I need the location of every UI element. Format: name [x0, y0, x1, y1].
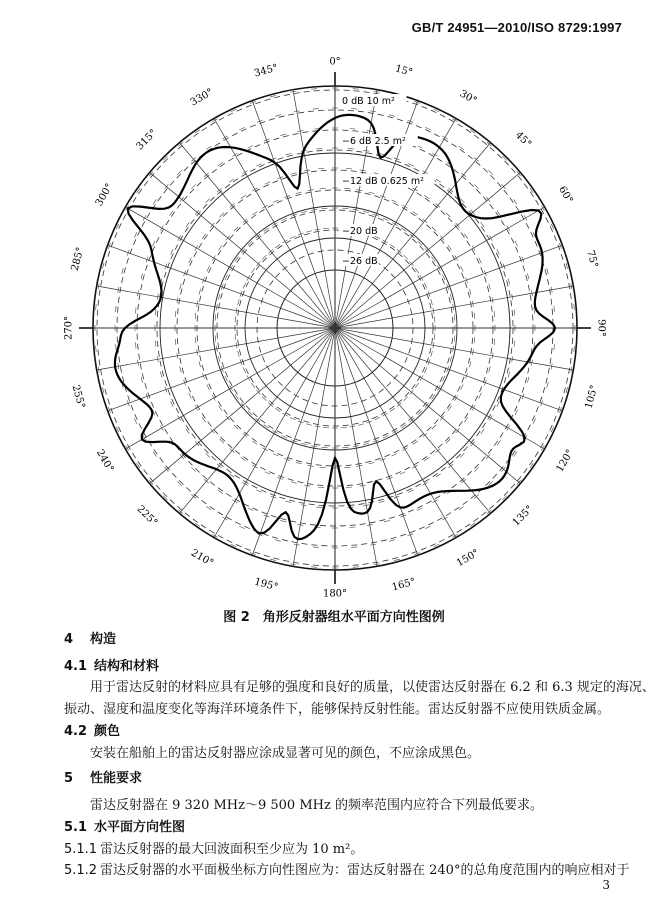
grid-tick	[102, 263, 104, 269]
grid-tick	[313, 547, 319, 548]
grid-tick	[235, 316, 236, 322]
section-4-1-number: 4.1	[64, 659, 88, 674]
grid-tick	[363, 211, 369, 213]
grid-tick	[415, 383, 418, 388]
grid-tick	[270, 95, 276, 97]
section-5-number: 5	[64, 771, 74, 786]
grid-tick	[211, 429, 215, 434]
grid-tick	[494, 311, 495, 317]
grid-tick	[460, 453, 464, 457]
grid-tick	[375, 417, 380, 420]
angle-label: 45°	[512, 129, 534, 151]
angle-label: 135°	[510, 503, 536, 529]
grid-tick	[256, 390, 260, 395]
grid-tick	[235, 334, 236, 340]
grid-tick	[318, 168, 324, 169]
grid-tick	[199, 289, 201, 295]
grid-tick	[514, 309, 515, 315]
grid-tick	[238, 299, 240, 305]
grid-tick	[320, 188, 326, 189]
grid-tick	[134, 232, 137, 237]
page-number: 3	[602, 878, 610, 892]
grid-tick	[547, 268, 549, 274]
grid-tick	[348, 148, 354, 149]
grid-tick	[566, 263, 568, 269]
grid-tick	[180, 367, 182, 373]
grid-tick	[175, 339, 176, 345]
grid-tick	[424, 368, 427, 373]
grid-tick	[554, 306, 555, 312]
section-5-text: 雷达反射器在 9 320 MHz～9 500 MHz 的频率范围内应符合下列最低要求。	[90, 798, 543, 813]
ring-label: −26 dB	[342, 256, 378, 267]
grid-tick	[349, 527, 355, 528]
grid-tick	[96, 304, 97, 310]
grid-tick	[442, 517, 447, 520]
grid-tick	[374, 173, 380, 175]
angle-label: 75°	[584, 249, 600, 270]
grid-tick	[514, 341, 515, 347]
angle-label: 210°	[188, 547, 216, 570]
angle-label: 150°	[454, 547, 482, 570]
section-4-2-text: 安装在船舶上的雷达反射器应涂成显著可见的颜色，不应涂成黑色。	[90, 746, 481, 761]
grid-tick	[290, 236, 295, 239]
grid-tick	[397, 249, 402, 253]
grid-tick	[141, 273, 143, 279]
grid-tick	[513, 199, 516, 204]
grid-tick	[226, 236, 230, 241]
grid-tick	[141, 377, 143, 383]
grid-tick	[341, 427, 347, 428]
grid-tick	[422, 482, 427, 485]
grid-tick	[344, 188, 350, 189]
grid-tick	[296, 462, 302, 464]
angle-label: 285°	[69, 246, 87, 273]
grid-tick	[152, 241, 155, 246]
grid-tick	[215, 335, 216, 341]
section-4-1-title: 结构和材料	[94, 659, 160, 674]
angle-label: 315°	[134, 127, 160, 153]
angle-label: 270°	[63, 315, 75, 341]
grid-tick	[346, 487, 352, 488]
grid-tick	[459, 146, 464, 149]
grid-tick	[431, 351, 433, 357]
angle-label: 345°	[253, 62, 280, 80]
grid-tick	[215, 315, 216, 321]
grid-tick	[316, 507, 322, 508]
grid-tick	[456, 429, 460, 434]
grid-tick	[301, 443, 307, 445]
grid-tick	[280, 134, 286, 136]
grid-tick	[247, 275, 250, 280]
angle-label: 30°	[457, 88, 479, 107]
grid-tick	[160, 372, 162, 378]
grid-tick	[410, 261, 414, 266]
grid-tick	[219, 245, 222, 250]
grid-tick	[436, 449, 441, 453]
grid-tick	[432, 425, 436, 429]
grid-tick	[489, 284, 491, 290]
angle-label: 195°	[253, 576, 280, 594]
polar-pattern-figure	[63, 56, 607, 600]
grid-tick	[218, 294, 220, 300]
grid-tick	[368, 462, 374, 464]
grid-tick	[211, 223, 215, 228]
grid-tick	[155, 341, 156, 347]
grid-tick	[481, 429, 484, 434]
grid-tick	[554, 344, 555, 350]
grid-tick	[323, 228, 329, 229]
grid-tick	[566, 387, 568, 393]
grid-tick	[524, 215, 527, 220]
grid-tick	[135, 342, 136, 348]
grid-tick	[450, 294, 452, 300]
section-5-1-title: 水平面方向性图	[94, 820, 186, 835]
grid-tick	[275, 115, 281, 117]
grid-tick	[431, 299, 433, 305]
grid-tick	[165, 184, 169, 189]
section-5-1-1-text: 雷达反射器的最大回波面积至少应为 10 m²。	[100, 842, 364, 857]
grid-tick	[469, 361, 471, 367]
section-5-1-2-text: 雷达反射器的水平面极坐标方向性图应为：雷达反射器在 240°的总角度范围内的响应相对于	[100, 863, 630, 878]
grid-tick	[450, 356, 452, 362]
grid-tick	[389, 540, 395, 542]
grid-tick	[96, 346, 97, 352]
grid-tick	[178, 415, 181, 420]
grid-tick	[410, 390, 414, 395]
grid-tick	[346, 168, 352, 169]
grid-tick	[247, 375, 250, 380]
section-4-heading	[64, 630, 116, 650]
grid-tick	[262, 448, 267, 451]
grid-tick	[432, 227, 436, 231]
grid-tick	[508, 279, 510, 285]
standard-header: GB/T 24951—2010/ISO 8729:1997	[411, 20, 622, 35]
grid-tick	[323, 427, 329, 428]
section-5-1-heading	[64, 818, 185, 838]
grid-tick	[180, 284, 182, 290]
grid-tick	[353, 89, 359, 90]
grid-tick	[251, 268, 254, 273]
grid-tick	[434, 316, 435, 322]
grid-tick	[391, 200, 396, 203]
grid-tick	[251, 383, 254, 388]
grid-tick	[252, 212, 257, 215]
grid-tick	[464, 234, 467, 239]
angle-label: 165°	[390, 576, 417, 594]
grid-tick	[574, 346, 575, 352]
angle-label: 60°	[556, 184, 575, 206]
grid-tick	[446, 213, 450, 217]
grid-tick	[547, 382, 549, 388]
angle-label: 105°	[583, 383, 601, 410]
grid-tick	[239, 526, 244, 529]
grid-tick	[488, 170, 492, 174]
grid-tick	[191, 467, 195, 471]
radial-spoke	[335, 328, 520, 484]
grid-tick	[316, 148, 322, 149]
angle-label: 15°	[393, 63, 414, 79]
grid-tick	[238, 351, 240, 357]
grid-tick	[494, 339, 495, 345]
grid-tick	[489, 367, 491, 373]
grid-tick	[218, 356, 220, 362]
grid-tick	[469, 289, 471, 295]
radial-spoke	[150, 328, 335, 484]
grid-tick	[474, 184, 478, 188]
grid-tick	[306, 424, 312, 426]
grid-tick	[363, 443, 369, 445]
grid-tick	[349, 128, 355, 129]
angle-label: 300°	[93, 181, 116, 209]
grid-tick	[322, 208, 328, 209]
section-4-title: 构造	[90, 632, 117, 647]
grid-tick	[342, 447, 348, 448]
grid-tick	[389, 115, 395, 117]
section-5-1-2	[64, 861, 629, 881]
grid-tick	[404, 255, 408, 259]
grid-tick	[358, 424, 364, 426]
grid-tick	[286, 153, 292, 155]
angle-label: 255°	[69, 383, 87, 410]
grid-tick	[116, 344, 117, 350]
grid-tick	[436, 179, 441, 182]
grid-tick	[394, 559, 400, 561]
grid-tick	[379, 501, 385, 503]
grid-tick	[265, 182, 270, 185]
angle-label: 120°	[554, 447, 577, 475]
grid-tick	[574, 304, 575, 310]
section-4-2-heading	[64, 722, 120, 742]
grid-tick	[313, 109, 319, 110]
grid-tick	[404, 397, 408, 401]
grid-tick	[195, 337, 196, 343]
grid-tick	[262, 205, 267, 208]
angle-label: 330°	[188, 86, 216, 109]
grid-tick	[102, 387, 104, 393]
radial-spoke	[179, 328, 335, 513]
grid-tick	[368, 192, 374, 194]
section-5-heading	[64, 769, 142, 789]
grid-tick	[486, 454, 490, 459]
grid-tick	[384, 520, 390, 522]
grid-tick	[242, 171, 247, 174]
angle-label: 240°	[93, 447, 116, 475]
grid-tick	[474, 337, 475, 343]
section-5-1-number: 5.1	[64, 820, 88, 835]
section-4-2-number: 4.2	[64, 724, 88, 739]
grid-tick	[275, 540, 281, 542]
grid-tick	[189, 393, 192, 398]
grid-tick	[351, 547, 357, 548]
grid-tick	[479, 393, 482, 398]
ring-label: −6 dB 2.5 m²	[342, 136, 406, 147]
grid-tick	[527, 273, 529, 279]
radial-spoke	[150, 172, 335, 328]
grid-tick	[442, 136, 447, 139]
grid-tick	[461, 384, 464, 389]
grid-tick	[199, 361, 201, 367]
grid-tick	[243, 283, 246, 288]
grid-tick	[311, 89, 317, 90]
section-5-1-1-number: 5.1.1	[64, 842, 98, 857]
grid-tick	[342, 208, 348, 209]
ring-label: 0 dB 10 m²	[342, 96, 395, 107]
angle-label: 180°	[322, 588, 348, 600]
angle-label: 0°	[329, 56, 341, 68]
section-4-1-text-line1: 用于雷达反射的材料应具有足够的强度和良好的质量，以使雷达反射器在 6.2 和 6.3 规定的海况、	[90, 680, 655, 695]
section-5-title: 性能要求	[90, 771, 143, 786]
grid-tick	[432, 500, 437, 503]
grid-tick	[122, 268, 124, 274]
grid-tick	[481, 222, 484, 227]
grid-tick	[291, 482, 297, 484]
grid-tick	[160, 425, 163, 430]
section-5-1-2-number: 5.1.2	[64, 863, 98, 878]
grid-tick	[474, 313, 475, 319]
grid-tick	[412, 465, 417, 468]
grid-tick	[219, 406, 222, 411]
grid-tick	[143, 215, 146, 220]
grid-tick	[230, 449, 235, 453]
grid-tick	[497, 401, 500, 406]
grid-tick	[186, 222, 189, 227]
grid-tick	[353, 567, 359, 568]
grid-tick	[116, 306, 117, 312]
grid-tick	[459, 506, 464, 509]
grid-tick	[454, 335, 455, 341]
grid-tick	[474, 158, 479, 162]
grid-tick	[344, 467, 350, 468]
grid-tick	[425, 526, 430, 529]
grid-tick	[502, 184, 506, 189]
radial-spoke	[335, 172, 520, 328]
grid-tick	[311, 567, 317, 568]
grid-tick	[248, 145, 253, 148]
grid-tick	[318, 487, 324, 488]
grid-tick	[508, 372, 510, 378]
radial-spoke	[335, 328, 491, 513]
section-4-number: 4	[64, 632, 74, 647]
grid-tick	[534, 308, 535, 314]
grid-tick	[527, 377, 529, 383]
grid-tick	[454, 315, 455, 321]
grid-tick	[296, 192, 302, 194]
grid-tick	[434, 334, 435, 340]
grid-tick	[306, 231, 312, 233]
grid-tick	[153, 199, 156, 204]
grid-tick	[241, 195, 246, 198]
grid-tick	[206, 199, 210, 203]
section-4-1-text-line2: 振动、湿度和温度变化等海洋环境条件下，能够保持反射性能。雷达反射器不应使用铁质金属。	[64, 702, 611, 717]
angle-label: 225°	[134, 503, 160, 529]
grid-tick	[320, 467, 326, 468]
grid-tick	[135, 308, 136, 314]
radial-spoke	[179, 143, 335, 328]
grid-tick	[291, 173, 297, 175]
radial-spoke	[108, 328, 335, 411]
grid-tick	[424, 283, 427, 288]
angle-label: 90°	[595, 319, 607, 337]
grid-tick	[155, 309, 156, 315]
grid-tick	[322, 447, 328, 448]
figure-caption: 图 2 角形反射器组水平面方向性图例	[223, 610, 445, 625]
grid-tick	[195, 245, 198, 250]
grid-tick	[290, 417, 295, 420]
grid-tick	[195, 313, 196, 319]
grid-tick	[461, 266, 464, 271]
section-4-1-heading	[64, 657, 159, 677]
grid-tick	[286, 501, 292, 503]
grid-tick	[175, 311, 176, 317]
grid-tick	[191, 184, 195, 188]
grid-tick	[270, 559, 276, 561]
grid-tick	[206, 453, 210, 457]
grid-tick	[280, 520, 286, 522]
grid-tick	[351, 109, 357, 110]
ring-label: −20 dB	[342, 226, 378, 237]
section-4-2-title: 颜色	[94, 724, 121, 739]
grid-tick	[301, 211, 307, 213]
grid-tick	[180, 197, 184, 202]
ring-label: −12 dB 0.625 m²	[342, 176, 424, 187]
section-5-1-1	[64, 840, 363, 860]
grid-tick	[204, 479, 209, 483]
grid-tick	[243, 368, 246, 373]
grid-tick	[515, 241, 518, 246]
grid-tick	[252, 465, 257, 468]
grid-tick	[391, 454, 396, 457]
grid-tick	[226, 416, 230, 421]
